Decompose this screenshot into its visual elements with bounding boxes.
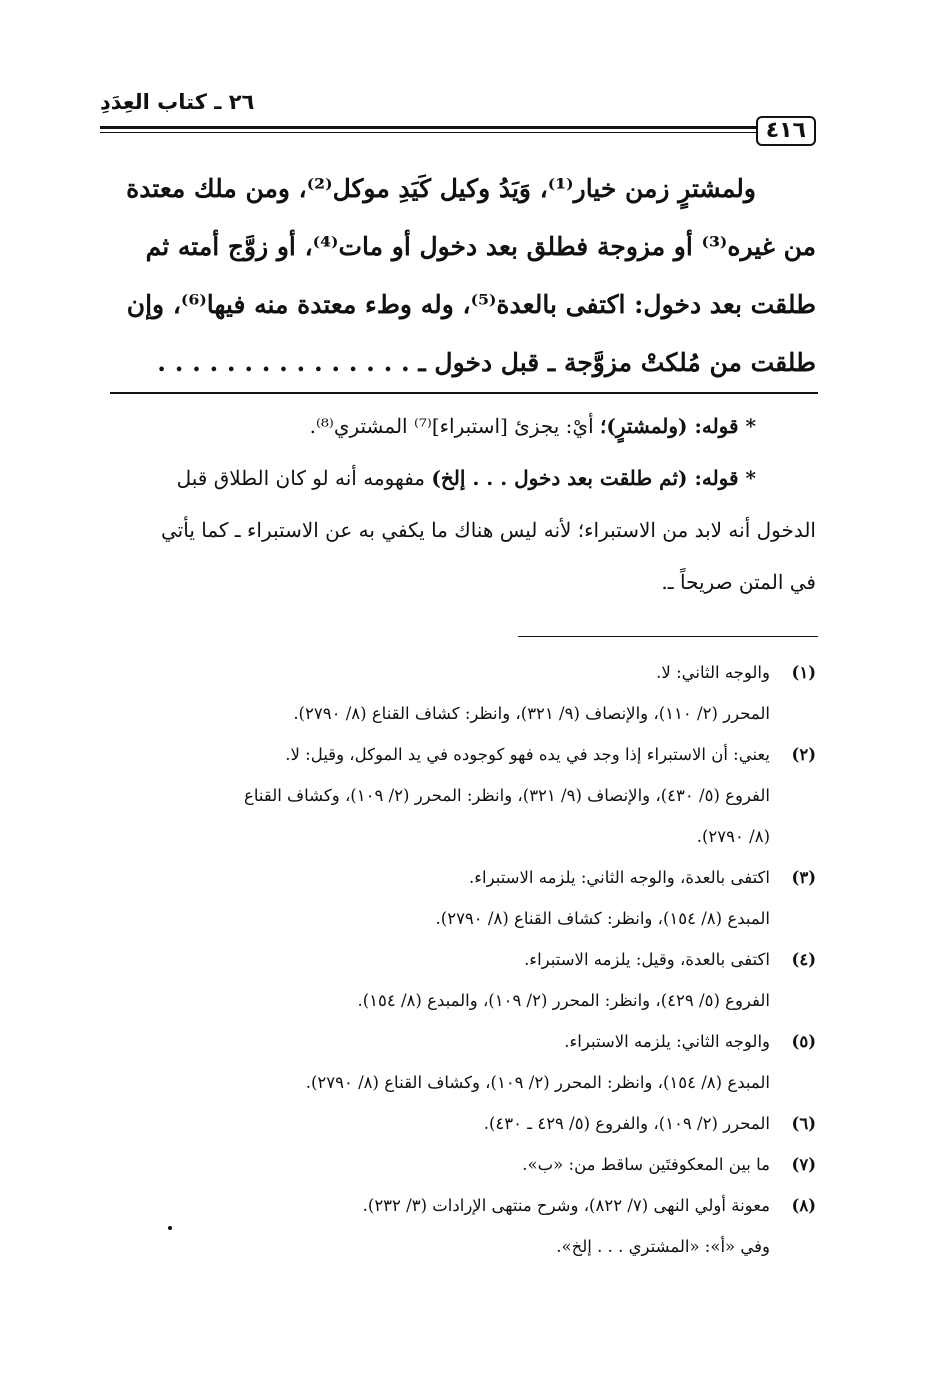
- footnote-continuation: الفروع (٥/ ٤٢٩)، وانظر: المحرر (٢/ ١٠٩)، والمبدع (٨/ ١٥٤).: [357, 991, 770, 1010]
- header-rule-thin: [100, 132, 760, 133]
- matn-line: طلقت بعد دخول: اكتفى بالعدة⁽⁵⁾، وله وطء معتدة منه فيها⁽⁶⁾، وإن: [126, 290, 816, 319]
- footnote-number: (٧): [791, 1155, 816, 1174]
- page-header: [100, 90, 820, 143]
- footnote-number: (٢): [791, 745, 816, 764]
- footnote-text: المحرر (٢/ ١٠٩)، والفروع (٥/ ٤٢٩ ـ ٤٣٠).: [483, 1114, 770, 1133]
- footnote: [96, 652, 816, 693]
- commentary-key: * قوله: (ثم طلقت بعد دخول . . . إلخ): [431, 466, 756, 490]
- commentary-body: أيْ: يجزئ [استبراء]⁽⁷⁾ المشتري⁽⁸⁾.: [309, 414, 600, 438]
- footnotes: [96, 652, 816, 1267]
- footnote-continuation: المحرر (٢/ ١١٠)، والإنصاف (٩/ ٣٢١)، وانظر: كشاف القناع (٨/ ٢٧٩٠).: [293, 704, 770, 723]
- footnote-number: (٤): [791, 950, 816, 969]
- footnote-continuation: (٨/ ٢٧٩٠).: [696, 827, 770, 846]
- footnote-text: ما بين المعكوفتَين ساقط من: «ب».: [522, 1155, 770, 1174]
- footnote: [96, 1185, 816, 1226]
- footnote-number: (٣): [791, 868, 816, 887]
- running-title: ٢٦ ـ كتاب العِدَدِ: [100, 90, 255, 114]
- matn-line: طلقت من مُلكتْ مزوَّجة ـ قبل دخول ـ . . . . . . . . . . . . . . .: [157, 348, 816, 377]
- footnote-text: اكتفى بالعدة، وقيل: يلزمه الاستبراء.: [524, 950, 770, 969]
- commentary-paragraph: [106, 400, 816, 452]
- footnote-number: (٦): [791, 1114, 816, 1133]
- footnote: [96, 939, 816, 980]
- matn-line: ولمشترٍ زمن خيار⁽¹⁾، وَيَدُ وكيل كَيَدِ موكل⁽²⁾، ومن ملك معتدة: [126, 174, 756, 203]
- commentary-line: الدخول أنه لابد من الاستبراء؛ لأنه ليس هناك ما يكفي به عن الاستبراء ـ كما يأتي: [161, 518, 816, 542]
- footnote: [96, 734, 816, 775]
- commentary-key: * قوله: (ولمشترٍ)؛: [600, 414, 756, 438]
- footnote: [96, 1144, 816, 1185]
- commentary-text: [106, 400, 816, 608]
- footnote-text: والوجه الثاني: لا.: [656, 663, 770, 682]
- footnote-continuation: الفروع (٥/ ٤٣٠)، والإنصاف (٩/ ٣٢١)، وانظر: المحرر (٢/ ١٠٩)، وكشاف القناع: [244, 786, 770, 805]
- footnote-number: (٥): [791, 1032, 816, 1051]
- footnote-text: يعني: أن الاستبراء إذا وجد في يده فهو كوجوده في يد الموكل، وقيل: لا.: [285, 745, 770, 764]
- commentary-paragraph: [106, 452, 816, 504]
- commentary-body: مفهومه أنه لو كان الطلاق قبل: [176, 466, 432, 490]
- footnote: [96, 1103, 816, 1144]
- matn-line: من غيره⁽³⁾ أو مزوجة فطلق بعد دخول أو مات⁽⁴⁾، أو زوَّج أمته ثم: [145, 232, 816, 261]
- matn-separator: [110, 392, 818, 394]
- footnote-text: اكتفى بالعدة، والوجه الثاني: يلزمه الاستبراء.: [469, 868, 770, 887]
- footnote-continuation: المبدع (٨/ ١٥٤)، وانظر: كشاف القناع (٨/ ٢٧٩٠).: [435, 909, 770, 928]
- header-rule-thick: [100, 126, 760, 129]
- footnote-number: (١): [791, 663, 816, 682]
- footnote-text: والوجه الثاني: يلزمه الاستبراء.: [564, 1032, 770, 1051]
- commentary-line: في المتن صريحاً ـ.: [661, 570, 816, 594]
- footnote-number: (٨): [791, 1196, 816, 1215]
- matn-text: [126, 160, 816, 392]
- footnote-separator: [518, 636, 818, 637]
- footnote: [96, 1021, 816, 1062]
- stray-mark: [168, 1226, 172, 1230]
- footnote-text: معونة أولي النهى (٧/ ٨٢٢)، وشرح منتهى الإرادات (٣/ ٢٣٢).: [362, 1196, 770, 1215]
- page-number: ٤١٦: [756, 116, 816, 146]
- footnote-continuation: وفي «أ»: «المشتري . . . إلخ».: [556, 1237, 770, 1256]
- footnote: [96, 857, 816, 898]
- footnote-continuation: المبدع (٨/ ١٥٤)، وانظر: المحرر (٢/ ١٠٩)، وكشاف القناع (٨/ ٢٧٩٠).: [305, 1073, 770, 1092]
